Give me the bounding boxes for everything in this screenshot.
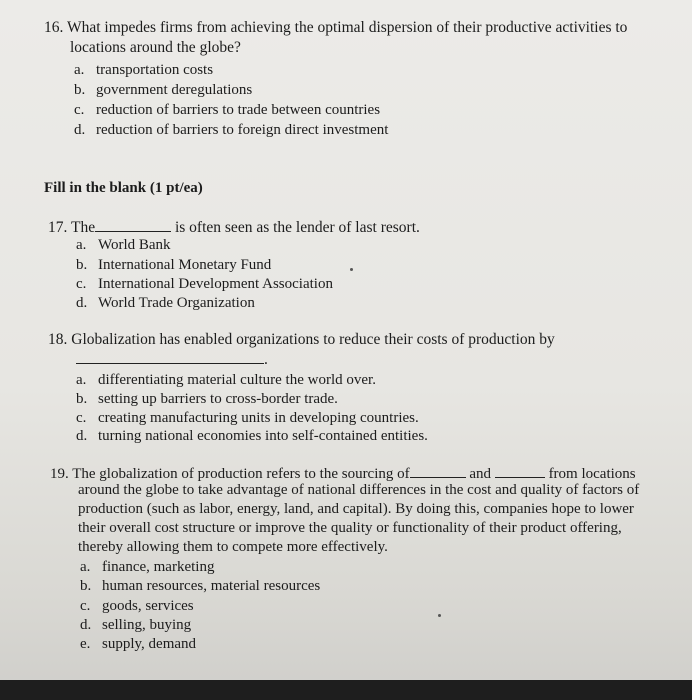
q16-text-line1: What impedes firms from achieving the optimal dispersion of their productive activities to <box>66 19 628 36</box>
q16-number: 16. <box>44 19 64 36</box>
option-text: International Monetary Fund <box>98 257 272 273</box>
ink-speck <box>438 614 441 617</box>
q18-text: Globalization has enabled organizations to reduce their costs of production by <box>71 331 555 348</box>
option-text: International Development Association <box>98 276 333 292</box>
option-letter: d. <box>74 122 86 138</box>
q19-number: 19. <box>50 466 69 482</box>
q16-option-b[interactable] <box>74 80 252 100</box>
option-text: transportation costs <box>96 62 214 78</box>
q16-line1 <box>44 18 627 38</box>
q19-blank-2[interactable] <box>495 462 545 478</box>
option-letter: b. <box>76 391 88 407</box>
section-heading: Fill in the blank (1 pt/ea) <box>44 180 203 196</box>
q17-option-b[interactable] <box>76 255 271 275</box>
q17-pre: The <box>70 219 96 236</box>
q17-option-d[interactable] <box>76 293 255 313</box>
q19-option-e[interactable] <box>80 634 196 654</box>
q18-number: 18. <box>48 331 68 348</box>
option-text: goods, services <box>102 598 194 614</box>
q18-line1 <box>48 330 555 350</box>
q17-option-c[interactable] <box>76 274 333 294</box>
q17-number: 17. <box>48 219 68 236</box>
q18-line2 <box>76 348 268 370</box>
q19-line1-pre: The globalization of production refers to the sourcing of <box>72 466 410 482</box>
q19-line4: their overall cost structure or improve the quality or functionality of their product offering, <box>78 520 622 536</box>
q19-line5: thereby allowing them to compete more effectively. <box>78 539 388 555</box>
q18-option-d[interactable] <box>76 426 428 446</box>
option-letter: e. <box>80 636 91 652</box>
q17-post: is often seen as the lender of last resort. <box>174 219 420 236</box>
q19-line3: production (such as labor, energy, land, and capital). By doing this, companies hope to lower <box>78 501 634 517</box>
option-text: setting up barriers to cross-border trade. <box>98 391 338 407</box>
option-letter: d. <box>76 295 88 311</box>
q19-line1-post: from locations <box>548 466 636 482</box>
option-text: government deregulations <box>96 82 253 98</box>
option-letter: a. <box>80 559 91 575</box>
option-letter: a. <box>76 372 87 388</box>
option-text: creating manufacturing units in developing countries. <box>98 410 419 426</box>
q16-option-a[interactable] <box>74 60 213 80</box>
option-letter: c. <box>74 102 85 118</box>
q18-option-a[interactable] <box>76 370 376 390</box>
option-text: human resources, material resources <box>102 578 321 594</box>
option-text: reduction of barriers to trade between countries <box>96 102 381 118</box>
q19-line1-mid: and <box>469 466 492 482</box>
q19-option-a[interactable] <box>80 557 214 577</box>
option-text: reduction of barriers to foreign direct investment <box>96 122 389 138</box>
option-text: differentiating material culture the world over. <box>98 372 376 388</box>
option-letter: b. <box>74 82 86 98</box>
ink-speck <box>350 268 353 271</box>
q19-option-c[interactable] <box>80 596 194 616</box>
option-text: finance, marketing <box>102 559 215 575</box>
option-letter: c. <box>76 276 87 292</box>
option-letter: a. <box>74 62 85 78</box>
option-letter: c. <box>76 410 87 426</box>
q19-option-b[interactable] <box>80 576 320 596</box>
option-letter: d. <box>80 617 92 633</box>
q18-option-c[interactable] <box>76 408 419 428</box>
option-letter: b. <box>76 257 88 273</box>
q16-text-line2: locations around the globe? <box>70 39 241 56</box>
option-letter: b. <box>80 578 92 594</box>
option-letter: d. <box>76 428 88 444</box>
q18-option-b[interactable] <box>76 389 338 409</box>
q17-blank[interactable] <box>95 216 171 232</box>
q17-option-a[interactable] <box>76 235 171 255</box>
option-letter: a. <box>76 237 87 253</box>
q16-option-d[interactable] <box>74 120 388 140</box>
q18-end: . <box>264 351 268 368</box>
option-letter: c. <box>80 598 91 614</box>
q16-option-c[interactable] <box>74 100 380 120</box>
option-text: turning national economies into self-contained entities. <box>98 428 428 444</box>
option-text: World Trade Organization <box>98 295 255 311</box>
q19-option-d[interactable] <box>80 615 191 635</box>
q19-line2: around the globe to take advantage of national differences in the cost and quality of factors of <box>78 482 640 498</box>
option-text: supply, demand <box>102 636 197 652</box>
option-text: selling, buying <box>102 617 192 633</box>
q18-blank[interactable] <box>76 348 264 364</box>
dark-background-strip <box>0 680 692 700</box>
q19-blank-1[interactable] <box>410 462 466 478</box>
option-text: World Bank <box>98 237 171 253</box>
